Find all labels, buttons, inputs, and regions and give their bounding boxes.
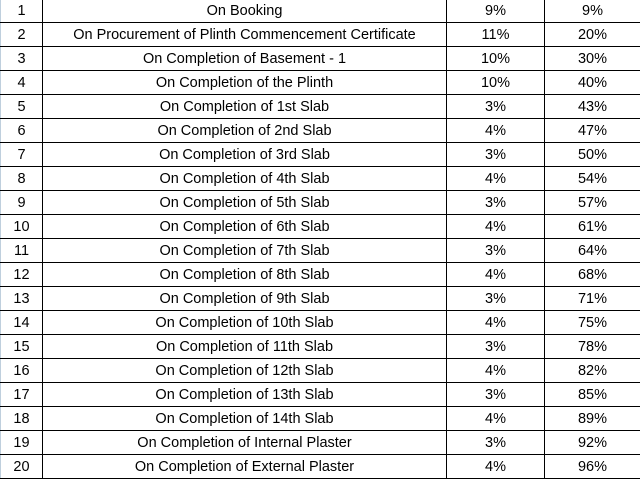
percent-cell[interactable]: 4%: [447, 215, 545, 239]
row-number-cell[interactable]: 16: [1, 359, 43, 383]
stage-cell[interactable]: On Completion of 12th Slab: [43, 359, 447, 383]
stage-cell[interactable]: On Completion of 4th Slab: [43, 167, 447, 191]
percent-cell[interactable]: 4%: [447, 263, 545, 287]
cumulative-percent-cell[interactable]: 57%: [545, 191, 640, 215]
percent-cell[interactable]: 3%: [447, 287, 545, 311]
stage-cell[interactable]: On Completion of 11th Slab: [43, 335, 447, 359]
stage-cell[interactable]: On Completion of External Plaster: [43, 455, 447, 479]
cumulative-percent-cell[interactable]: 9%: [545, 0, 640, 23]
table-row: [1, 263, 640, 287]
table-row: [1, 71, 640, 95]
cumulative-percent-cell[interactable]: 71%: [545, 287, 640, 311]
percent-cell[interactable]: 9%: [447, 0, 545, 23]
stage-cell[interactable]: On Completion of 8th Slab: [43, 263, 447, 287]
table-row: [1, 287, 640, 311]
percent-cell[interactable]: 10%: [447, 71, 545, 95]
table-row: [1, 23, 640, 47]
stage-cell[interactable]: On Procurement of Plinth Commencement Certificate: [43, 23, 447, 47]
table-row: [1, 119, 640, 143]
row-number-cell[interactable]: 10: [1, 215, 43, 239]
row-number-cell[interactable]: 2: [1, 23, 43, 47]
cumulative-percent-cell[interactable]: 40%: [545, 71, 640, 95]
stage-cell[interactable]: On Completion of 13th Slab: [43, 383, 447, 407]
table-row: [1, 383, 640, 407]
payment-schedule-body: [1, 0, 640, 479]
row-number-cell[interactable]: 5: [1, 95, 43, 119]
cumulative-percent-cell[interactable]: 85%: [545, 383, 640, 407]
row-number-cell[interactable]: 19: [1, 431, 43, 455]
stage-cell[interactable]: On Completion of 1st Slab: [43, 95, 447, 119]
percent-cell[interactable]: 3%: [447, 335, 545, 359]
cumulative-percent-cell[interactable]: 50%: [545, 143, 640, 167]
percent-cell[interactable]: 11%: [447, 23, 545, 47]
row-number-cell[interactable]: 13: [1, 287, 43, 311]
cumulative-percent-cell[interactable]: 96%: [545, 455, 640, 479]
row-number-cell[interactable]: 17: [1, 383, 43, 407]
stage-cell[interactable]: On Completion of 3rd Slab: [43, 143, 447, 167]
row-number-cell[interactable]: 15: [1, 335, 43, 359]
cumulative-percent-cell[interactable]: 78%: [545, 335, 640, 359]
stage-cell[interactable]: On Completion of 9th Slab: [43, 287, 447, 311]
stage-cell[interactable]: On Completion of 6th Slab: [43, 215, 447, 239]
row-number-cell[interactable]: 9: [1, 191, 43, 215]
stage-cell[interactable]: On Completion of the Plinth: [43, 71, 447, 95]
stage-cell[interactable]: On Completion of Internal Plaster: [43, 431, 447, 455]
percent-cell[interactable]: 3%: [447, 383, 545, 407]
stage-cell[interactable]: On Booking: [43, 0, 447, 23]
percent-cell[interactable]: 4%: [447, 455, 545, 479]
table-row: [1, 407, 640, 431]
cumulative-percent-cell[interactable]: 30%: [545, 47, 640, 71]
cumulative-percent-cell[interactable]: 68%: [545, 263, 640, 287]
table-row: [1, 455, 640, 479]
cumulative-percent-cell[interactable]: 82%: [545, 359, 640, 383]
row-number-cell[interactable]: 11: [1, 239, 43, 263]
table-row: [1, 335, 640, 359]
row-number-cell[interactable]: 18: [1, 407, 43, 431]
stage-cell[interactable]: On Completion of 7th Slab: [43, 239, 447, 263]
cumulative-percent-cell[interactable]: 75%: [545, 311, 640, 335]
cumulative-percent-cell[interactable]: 43%: [545, 95, 640, 119]
table-row: [1, 47, 640, 71]
percent-cell[interactable]: 4%: [447, 407, 545, 431]
percent-cell[interactable]: 4%: [447, 359, 545, 383]
row-number-cell[interactable]: 3: [1, 47, 43, 71]
percent-cell[interactable]: 4%: [447, 167, 545, 191]
stage-cell[interactable]: On Completion of Basement - 1: [43, 47, 447, 71]
row-number-cell[interactable]: 1: [1, 0, 43, 23]
table-row: [1, 167, 640, 191]
row-number-cell[interactable]: 6: [1, 119, 43, 143]
percent-cell[interactable]: 3%: [447, 431, 545, 455]
table-row: [1, 359, 640, 383]
table-row: [1, 143, 640, 167]
table-row: [1, 431, 640, 455]
row-number-cell[interactable]: 12: [1, 263, 43, 287]
stage-cell[interactable]: On Completion of 10th Slab: [43, 311, 447, 335]
table-row: [1, 311, 640, 335]
percent-cell[interactable]: 10%: [447, 47, 545, 71]
row-number-cell[interactable]: 20: [1, 455, 43, 479]
table-row: [1, 215, 640, 239]
stage-cell[interactable]: On Completion of 14th Slab: [43, 407, 447, 431]
percent-cell[interactable]: 3%: [447, 95, 545, 119]
stage-cell[interactable]: On Completion of 5th Slab: [43, 191, 447, 215]
cumulative-percent-cell[interactable]: 92%: [545, 431, 640, 455]
cumulative-percent-cell[interactable]: 47%: [545, 119, 640, 143]
percent-cell[interactable]: 3%: [447, 143, 545, 167]
cumulative-percent-cell[interactable]: 64%: [545, 239, 640, 263]
percent-cell[interactable]: 3%: [447, 191, 545, 215]
row-number-cell[interactable]: 7: [1, 143, 43, 167]
percent-cell[interactable]: 3%: [447, 239, 545, 263]
cumulative-percent-cell[interactable]: 89%: [545, 407, 640, 431]
stage-cell[interactable]: On Completion of 2nd Slab: [43, 119, 447, 143]
table-row: [1, 239, 640, 263]
row-number-cell[interactable]: 14: [1, 311, 43, 335]
row-number-cell[interactable]: 8: [1, 167, 43, 191]
percent-cell[interactable]: 4%: [447, 119, 545, 143]
cumulative-percent-cell[interactable]: 20%: [545, 23, 640, 47]
table-row: [1, 191, 640, 215]
percent-cell[interactable]: 4%: [447, 311, 545, 335]
table-row: [1, 0, 640, 23]
table-row: [1, 95, 640, 119]
cumulative-percent-cell[interactable]: 61%: [545, 215, 640, 239]
cumulative-percent-cell[interactable]: 54%: [545, 167, 640, 191]
row-number-cell[interactable]: 4: [1, 71, 43, 95]
